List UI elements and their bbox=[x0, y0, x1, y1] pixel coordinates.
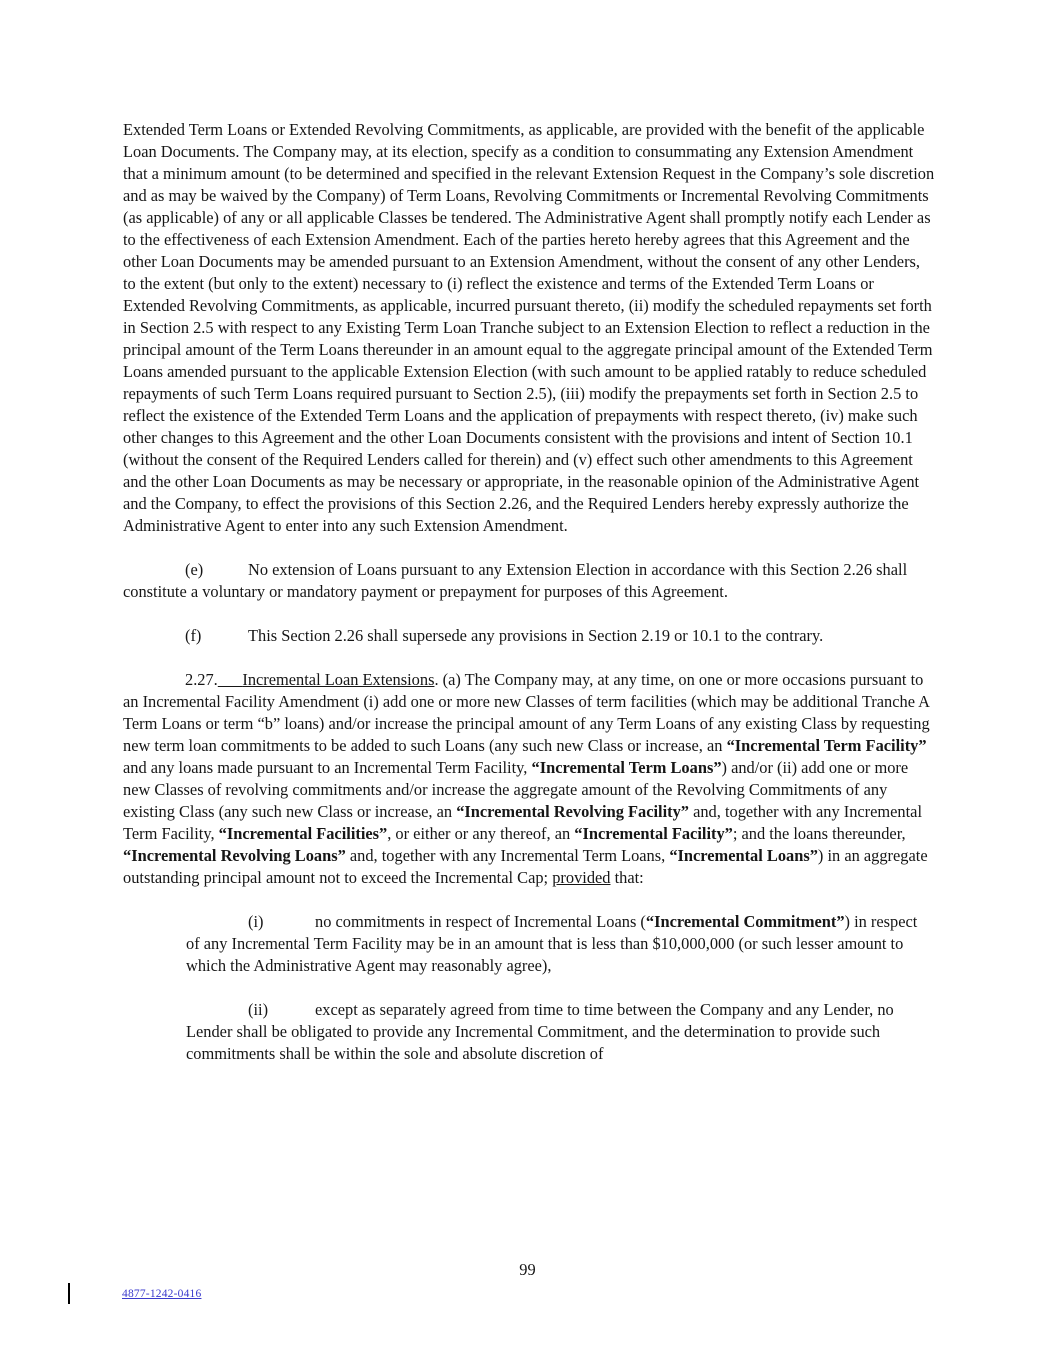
text-run: “Incremental Term Facility” bbox=[726, 736, 927, 755]
clause-ii bbox=[186, 999, 935, 1065]
text-run: “Incremental Revolving Facility” bbox=[456, 802, 689, 821]
text-run: “Incremental Revolving Loans” bbox=[123, 846, 346, 865]
list-marker: (e) bbox=[185, 560, 204, 579]
text-run: no commitments in respect of Incremental Loans ( bbox=[315, 912, 646, 931]
text-run: “Incremental Facilities” bbox=[218, 824, 388, 843]
list-marker: (ii) bbox=[248, 1000, 269, 1019]
document-id-stamp: 4877-1242-0416 bbox=[122, 1288, 202, 1300]
paragraph-e bbox=[123, 559, 935, 603]
paragraph-f bbox=[123, 625, 935, 647]
text-run: “Incremental Facility” bbox=[574, 824, 733, 843]
text-run: This Section 2.26 shall supersede any provisions in Section 2.19 or 10.1 to the contrary. bbox=[248, 626, 824, 645]
text-run bbox=[218, 670, 243, 689]
paragraph-2-27-incremental-loan-extensions bbox=[123, 669, 935, 889]
text-run: and, together with any Incremental Term Loans, bbox=[345, 846, 670, 865]
page-number: 99 bbox=[519, 1260, 536, 1279]
text-run: Extended Term Loans or Extended Revolving Commitments, as applicable, are provided with the benefit of the applicable Loan Documents. The Company may, at its election, specify as a condition to consummating any Extension Amendment that a minimum amount (to be determined and specified in the relevant Extension Request in the Company’s sole discretion and as may be waived by the Company) of Term Loans, Revolving Commitments or Incremental Revolving Commitments (as applicable) of any or all applicable Classes be tendered. The Administrative Agent shall promptly notify each Lender as to the effectiveness of each Extension Amendment. Each of the parties hereto hereby agrees that this Agreement and the other Loan Documents may be amended pursuant to an Extension Amendment, without the consent of any other Lenders, to the extent (but only to the extent) necessary to (i) reflect the existence and terms of the Extended Term Loans or Extended Revolving Commitments, as applicable, incurred pursuant thereto, (ii) modify the scheduled repayments set forth in Section 2.5 with respect to any Existing Term Loan Tranche subject to an Extension Election to reflect a reduction in the principal amount of the Term Loans thereunder in an amount equal to the aggregate principal amount of the Extended Term Loans amended pursuant to the applicable Extension Election (with such amount to be applied ratably to reduce scheduled repayments of such Term Loans required pursuant to Section 2.5), (iii) modify the prepayments set forth in Section 2.5 to reflect the existence of the Extended Term Loans and the application of prepayments with respect thereto, (iv) make such other changes to this Agreement and the other Loan Documents consistent with the provisions and intent of Section 10.1 (without the consent of the Required Lenders called for therein) and (v) effect such other amendments to this Agreement and the other Loan Documents as may be necessary or appropriate, in the reasonable opinion of the Administrative Agent and the Company, to effect the provisions of this Section 2.26, and the Required Lenders hereby expressly authorize the Administrative Agent to enter into any such Extension Amendment. bbox=[123, 120, 935, 535]
text-run: “Incremental Term Loans” bbox=[531, 758, 722, 777]
text-run: and, together with any Incremental Term Facility, bbox=[123, 802, 923, 843]
clause-i bbox=[186, 911, 935, 977]
text-run: ) and/or (ii) add one or more new Classes of revolving commitments and/or increase the aggregate amount of the Revolving Commitments of any existing Class (any such new Class or increase, an bbox=[123, 758, 909, 821]
text-run: . (a) The Company may, at any time, on one or more occasions pursuant to an Incremental Facility Amendment (i) add one or more new Classes of term facilities (which may be additional Tranche A Term Loans or term “b” loans) and/or increase the principal amount of any Term Loans of any existing Class by requesting new term loan commitments to be added to such Loans (any such new Class or increase, an bbox=[123, 670, 930, 755]
text-run: ) in an aggregate outstanding principal amount not to exceed the Incremental Cap; bbox=[123, 846, 928, 887]
text-run: ) in respect of any Incremental Term Facility may be in an amount that is less than $10,000,000 (or such lesser amount to which the Administrative Agent may reasonably agree), bbox=[186, 912, 918, 975]
text-run: “Incremental Loans” bbox=[669, 846, 818, 865]
list-marker: (f) bbox=[185, 626, 202, 645]
document-body bbox=[123, 119, 935, 1087]
text-run: , or either or any thereof, an bbox=[387, 824, 575, 843]
text-run: “Incremental Commitment” bbox=[645, 912, 845, 931]
paragraph-continuation bbox=[123, 119, 935, 537]
change-bar bbox=[68, 1283, 70, 1304]
text-run: except as separately agreed from time to time between the Company and any Lender, no Lender shall be obligated to provide any Incremental Commitment, and the determination to provide such commitments shall be within the sole and absolute discretion of bbox=[186, 1000, 894, 1063]
text-run: that: bbox=[610, 868, 644, 887]
text-run: Incremental Loan Extensions bbox=[242, 670, 435, 689]
list-marker: (i) bbox=[248, 912, 264, 931]
text-run: provided bbox=[552, 868, 611, 887]
text-run: No extension of Loans pursuant to any Extension Election in accordance with this Section 2.26 shall constitute a voluntary or mandatory payment or prepayment for purposes of this Agreement. bbox=[123, 560, 908, 601]
text-run: ; and the loans thereunder, bbox=[732, 824, 906, 843]
text-run: 2.27. bbox=[185, 670, 218, 689]
text-run: and any loans made pursuant to an Incremental Term Facility, bbox=[123, 758, 532, 777]
